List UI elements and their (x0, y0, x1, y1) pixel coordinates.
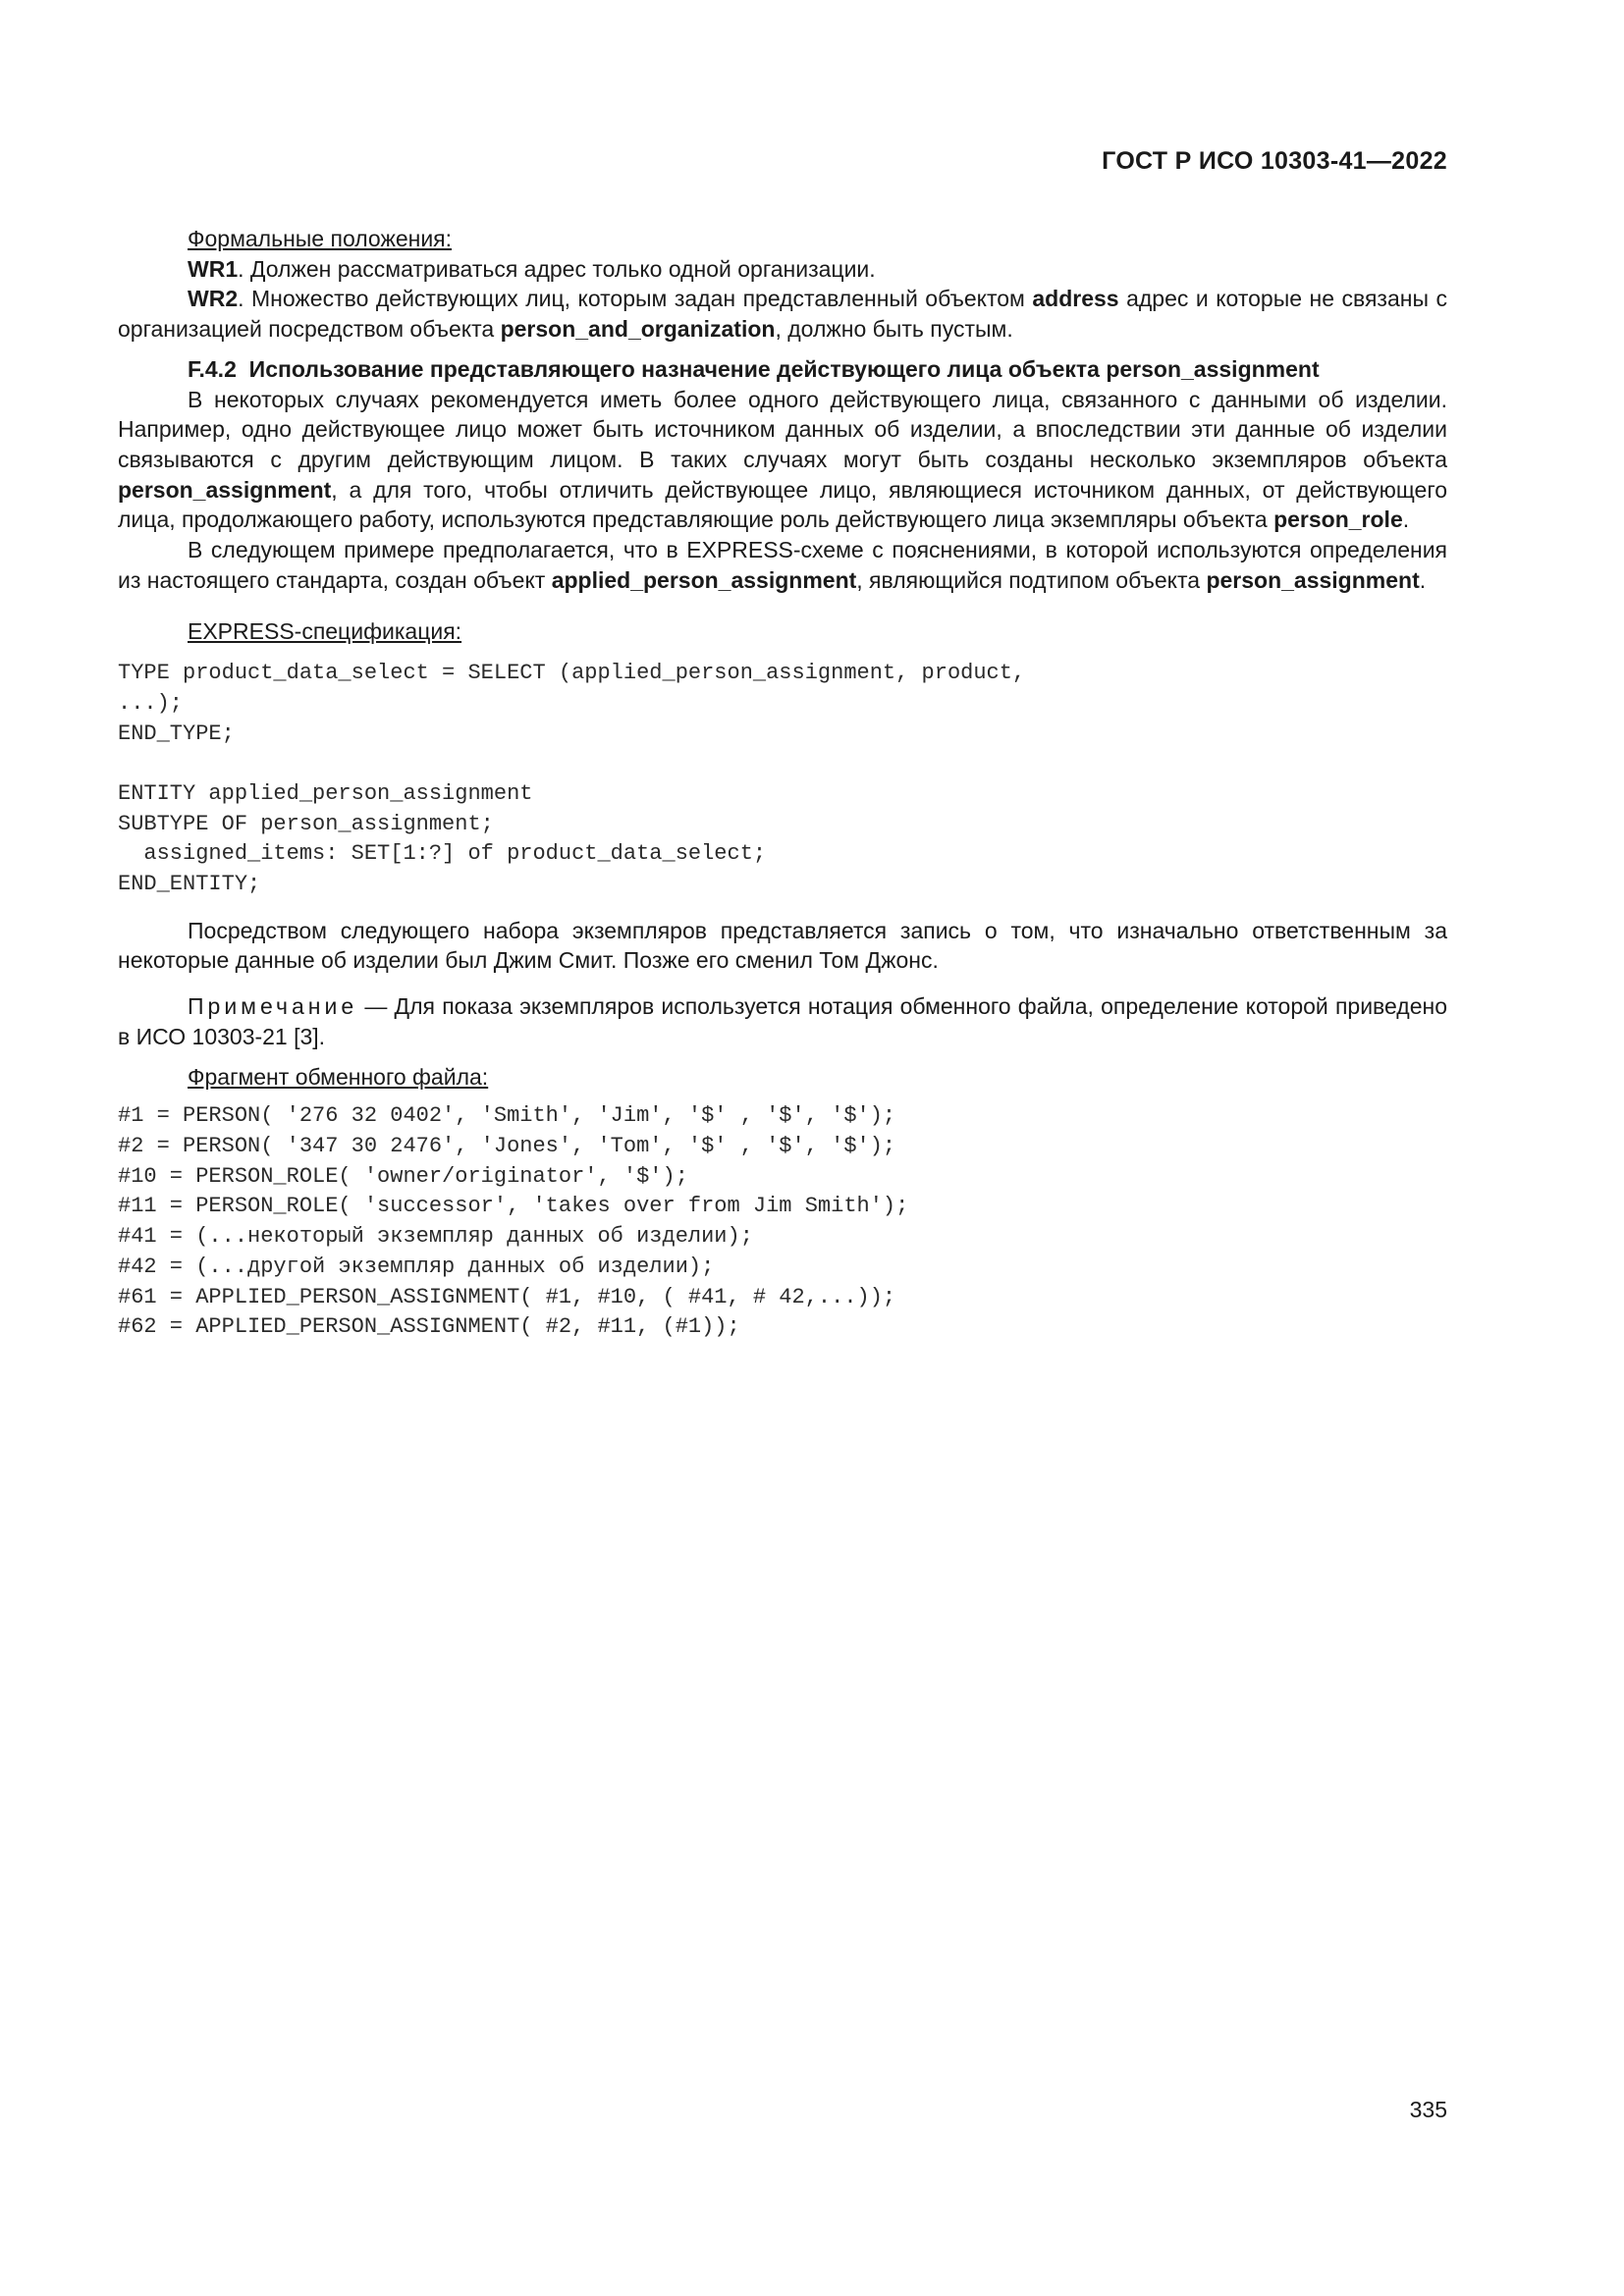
exchange-label-text: Фрагмент обменного файла: (188, 1063, 489, 1090)
wr1-code: WR1 (188, 255, 239, 282)
para1-text-c: . (1402, 507, 1410, 533)
page-content (118, 224, 1447, 1343)
wr2-text-b: адрес и которые не связаны с организацией посредством объекта (118, 286, 1447, 343)
para1-term-person-assignment: person_assignment (118, 476, 332, 503)
section-title: Использование представляющего назначение действующего лица объекта person_assignment (248, 355, 1320, 382)
paragraph-1 (118, 385, 1447, 536)
para1-text-a: В некоторых случаях рекомендуется иметь более одного действующего лица, связанного с данными об изделии. Например, одно действующее лицо может быть источником данных об изделии, а впоследствии эти данные об изделии связываются с другим действующим лицом. В таких случаях могут быть созданы несколько экземпляров объекта (118, 386, 1447, 472)
exchange-file-label (118, 1062, 1447, 1093)
para1-text-b: , а для того, чтобы отличить действующее лицо, являющиеся источником данных, от действующего лица, продолжающего работу, используются представляющие роль действующего лица экземпляры объекта (118, 476, 1447, 533)
paragraph-3: Посредством следующего набора экземпляров представляется запись о том, что изначально ответственным за некоторые данные об изделии был Джим Смит. Позже его сменил Том Джонс. (118, 917, 1447, 974)
para2-term-applied-person-assignment: applied_person_assignment (551, 566, 857, 593)
para1-term-person-role: person_role (1273, 507, 1403, 533)
rule-wr1 (118, 254, 1447, 285)
page-number: 335 (1409, 2097, 1447, 2122)
para2-text-c: . (1419, 566, 1427, 593)
exchange-code-block: #1 = PERSON( '276 32 0402', 'Smith', 'Jim', '$' , '$', '$'); #2 = PERSON( '347 30 2476', 'Jones', 'Tom', '$' , '$', '$'); #10 = PERSON_ROLE( 'owner/originator', '$'); #11 = PERSON_ROLE( 'successor', 'takes over from Jim Smith'); #41 = (...некоторый экземпляр данных об изделии); #42 = (...другой экземпляр данных об изделии); #61 = APPLIED_PERSON_ASSIGNMENT( #1, #10, ( #41, # 42,...)); #62 = APPLIED_PERSON_ASSIGNMENT( #2, #11, (#1)); (118, 1103, 909, 1340)
para2-text-b: , являющийся подтипом объекта (856, 566, 1207, 593)
formal-label-text: Формальные положения: (188, 226, 453, 251)
section-heading (118, 354, 1447, 385)
paragraph-2 (118, 535, 1447, 595)
note-paragraph (118, 991, 1447, 1051)
para2-term-person-assignment: person_assignment (1206, 566, 1420, 593)
express-label-text: EXPRESS-спецификация: (188, 618, 462, 645)
wr2-text-c: , должно быть пустым. (775, 316, 1013, 343)
wr2-term-address: address (1032, 286, 1119, 312)
wr2-code: WR2 (188, 286, 239, 312)
wr2-text-a: . Множество действующих лиц, которым задан представленный объектом (238, 286, 1033, 312)
rule-wr2 (118, 284, 1447, 344)
express-code-block: TYPE product_data_select = SELECT (applied_person_assignment, product, ...); END_TYPE; ENTITY applied_person_assignment SUBTYPE OF person_assignment; assigned_items: SET[1:?] of product_data_select; END_ENTITY; (118, 661, 1026, 897)
wr1-text: . Должен рассматриваться адрес только одной организации. (238, 255, 876, 282)
standard-header: ГОСТ Р ИСО 10303-41—2022 (1102, 147, 1447, 175)
para2-text-a: В следующем примере предполагается, что в EXPRESS-схеме с пояснениями, в которой используются определения из настоящего стандарта, создан объект (118, 537, 1447, 593)
wr2-term-person-and-organization: person_and_organization (500, 316, 776, 343)
note-label: Примечание (188, 993, 358, 1020)
note-text: — Для показа экземпляров используется нотация обменного файла, определение которой приведено в ИСО 10303-21 [3]. (118, 993, 1447, 1049)
section-number: F.4.2 (188, 355, 237, 382)
express-spec-label (118, 616, 1447, 647)
formal-provisions-label (118, 224, 1447, 254)
